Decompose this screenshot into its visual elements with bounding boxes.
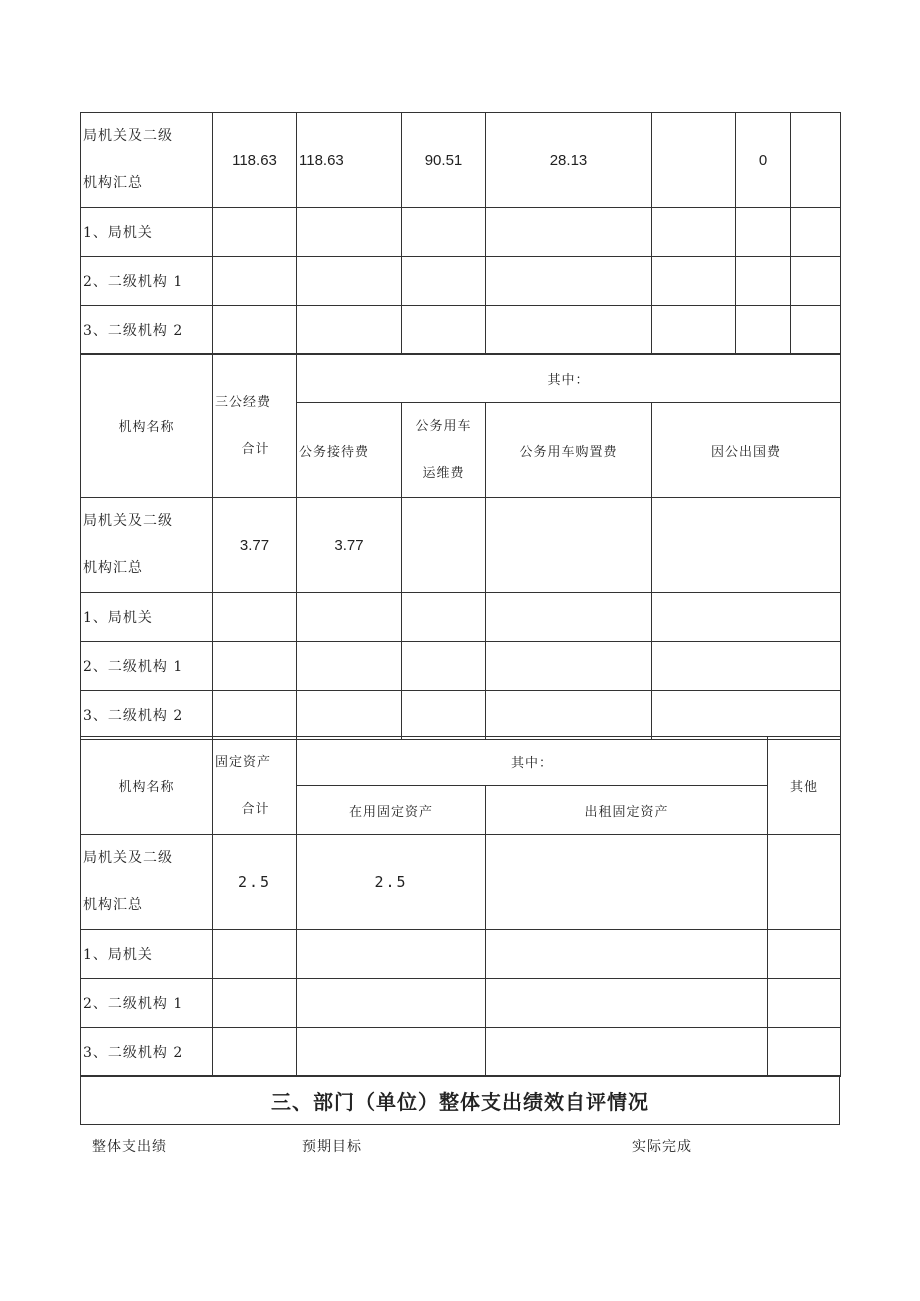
row-label: 1、局机关: [81, 930, 213, 979]
footer-col-expected: 预期目标: [302, 1139, 362, 1155]
value-cell: 118.63: [213, 113, 297, 208]
row-label-line2: 机构汇总: [83, 897, 143, 913]
row-label: 1、局机关: [81, 208, 213, 257]
column-header-of-which: 其中：: [297, 737, 768, 786]
row-label: 2、二级机构 1: [81, 257, 213, 306]
column-header-of-which: 其中：: [297, 354, 841, 403]
table-row: [81, 593, 841, 642]
fixed-assets-table: [80, 736, 841, 1077]
header-line1: 三公经费: [215, 394, 272, 410]
row-label: 3、二级机构 2: [81, 1028, 213, 1077]
table-row: [81, 642, 841, 691]
section-title: 三、部门（单位）整体支出绩效自评情况: [81, 1076, 840, 1125]
row-label-line2: 机构汇总: [83, 560, 143, 576]
row-label: [81, 498, 213, 593]
column-header-other: 其他: [768, 737, 841, 835]
table-row: [81, 208, 841, 257]
column-header-total: [213, 354, 297, 498]
column-header-reception: 公务接待费: [297, 403, 402, 498]
column-header-name: 机构名称: [81, 737, 213, 835]
column-header-leased: 出租固定资产: [486, 786, 768, 835]
header-line2: 运维费: [422, 466, 465, 481]
three-public-expenses-table: [80, 353, 841, 740]
column-header-vehicle-maintenance: [402, 403, 486, 498]
table-row: [81, 498, 841, 593]
table-row: [81, 257, 841, 306]
table-row: [81, 835, 841, 930]
column-header-name: 机构名称: [81, 354, 213, 498]
value-cell: 118.63: [297, 113, 402, 208]
value-cell: 2.5: [297, 835, 486, 930]
row-label-line1: 局机关及二级: [83, 850, 173, 866]
table-row: [81, 691, 841, 740]
table-row: [81, 306, 841, 355]
table-row: [81, 979, 841, 1028]
row-label: 3、二级机构 2: [81, 691, 213, 740]
value-cell: 2.5: [213, 835, 297, 930]
value-cell: [652, 113, 736, 208]
column-header-abroad: 因公出国费: [652, 403, 841, 498]
column-header-total: [213, 737, 297, 835]
value-cell: 0: [736, 113, 791, 208]
header-line2: 合计: [241, 801, 270, 817]
row-label: 2、二级机构 1: [81, 979, 213, 1028]
column-header-vehicle-purchase: 公务用车购置费: [486, 403, 652, 498]
table-row: [81, 930, 841, 979]
section-title-table: [80, 1075, 840, 1125]
value-cell: 3.77: [297, 498, 402, 593]
table-header-row: [81, 737, 841, 786]
row-label-line1: 局机关及二级: [83, 128, 173, 144]
footer-col-performance: 整体支出绩: [92, 1139, 167, 1155]
column-header-in-use: 在用固定资产: [297, 786, 486, 835]
footer-col-actual: 实际完成: [632, 1139, 692, 1155]
row-label-line2: 机构汇总: [83, 175, 143, 191]
value-cell: [791, 113, 841, 208]
row-label: 2、二级机构 1: [81, 642, 213, 691]
header-line1: 固定资产: [215, 754, 272, 770]
row-label: [81, 835, 213, 930]
table-header-row: [81, 354, 841, 403]
row-label: 1、局机关: [81, 593, 213, 642]
row-label: 3、二级机构 2: [81, 306, 213, 355]
expenditure-table: [80, 112, 841, 355]
header-line1: 公务用车: [415, 419, 472, 434]
value-cell: 90.51: [402, 113, 486, 208]
table-row: [81, 1028, 841, 1077]
value-cell: 3.77: [213, 498, 297, 593]
table-row: [81, 113, 841, 208]
row-label-line1: 局机关及二级: [83, 513, 173, 529]
row-label: [81, 113, 213, 208]
header-line2: 合计: [241, 441, 270, 457]
value-cell: 28.13: [486, 113, 652, 208]
